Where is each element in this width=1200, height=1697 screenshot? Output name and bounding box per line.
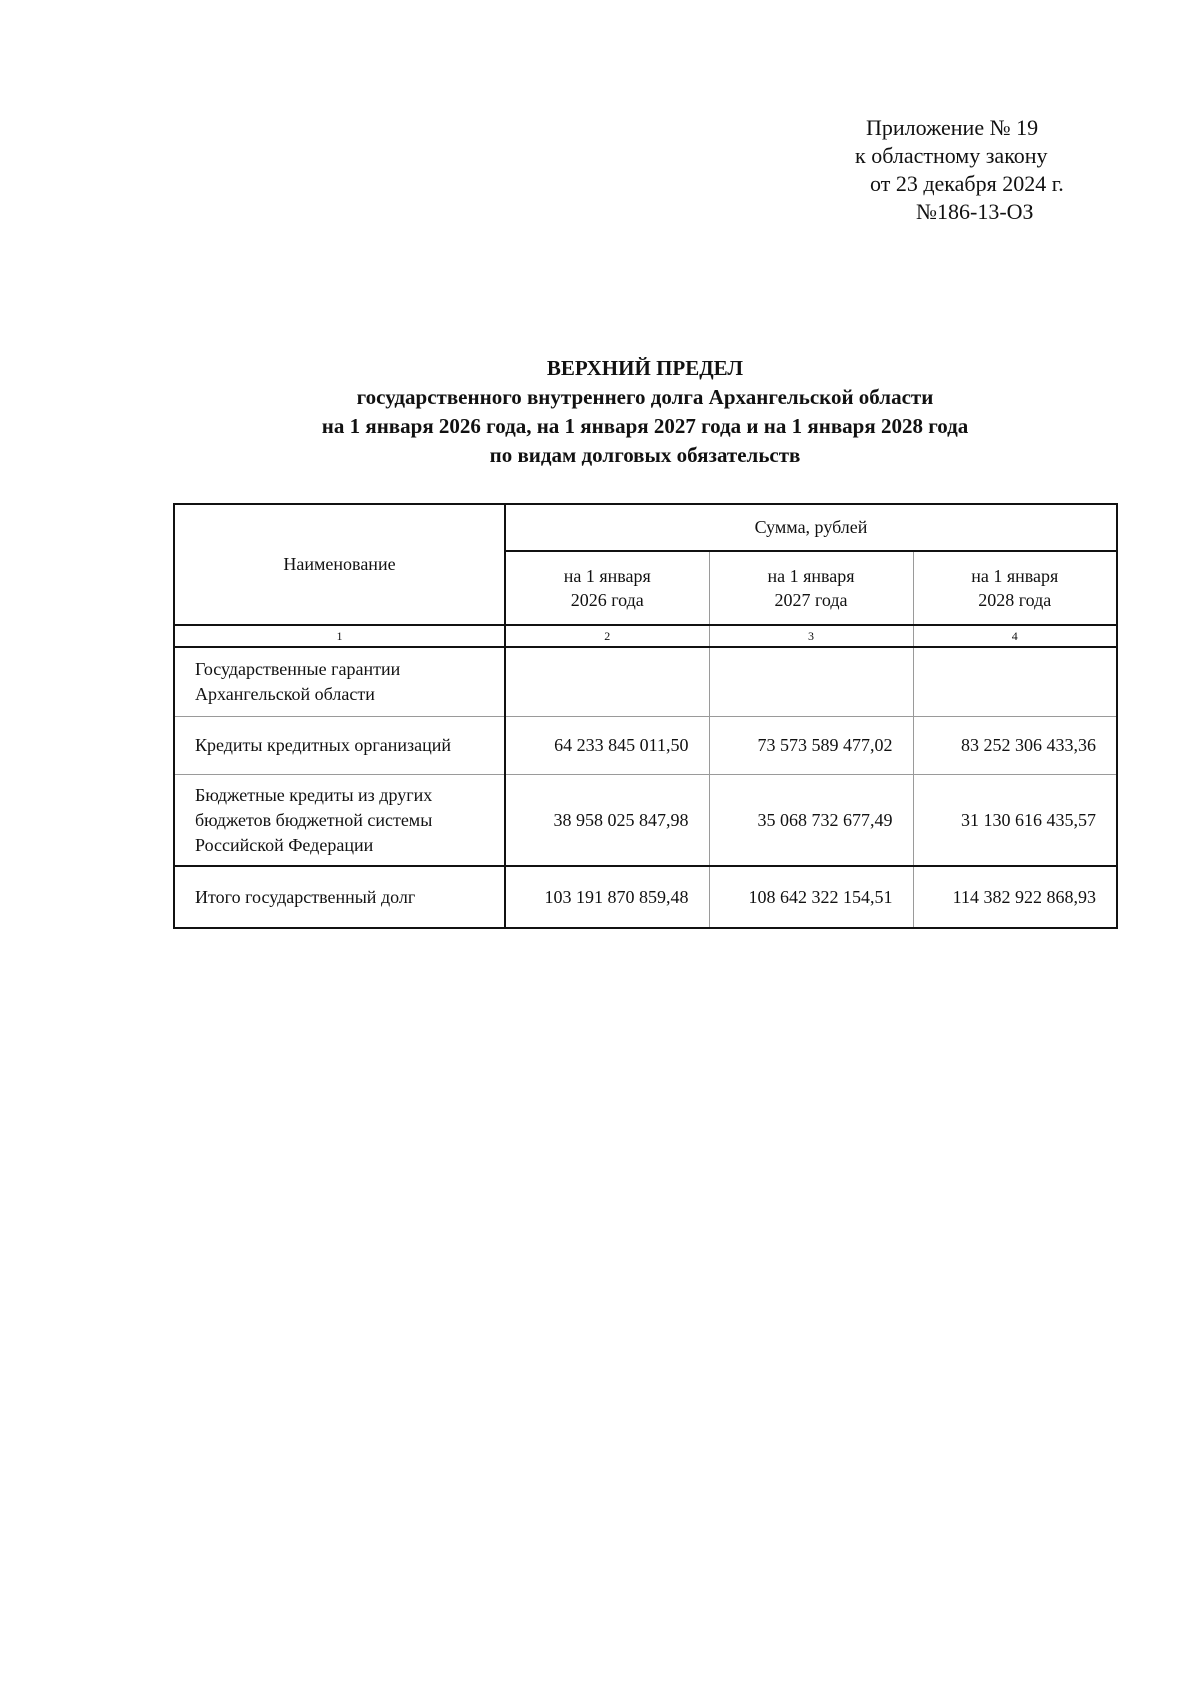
title-line-2: государственного внутреннего долга Архангельской области	[356, 385, 934, 409]
header-year-2027-line1: на 1 января	[767, 566, 855, 586]
table-header-row	[174, 504, 1117, 551]
header-year-2027	[709, 551, 913, 625]
appendix-reference	[830, 114, 1090, 226]
row-name	[174, 647, 505, 717]
header-sum: Сумма, рублей	[505, 504, 1117, 551]
debt-limit-table	[173, 503, 1118, 929]
row-value-2028: 83 252 306 433,36	[913, 717, 1117, 775]
row-name-line: Архангельской области	[195, 684, 375, 704]
row-value-2028: 31 130 616 435,57	[913, 775, 1117, 867]
row-name-line: бюджетов бюджетной системы	[195, 809, 433, 830]
document-title	[130, 354, 1160, 470]
column-number: 2	[505, 625, 709, 647]
appendix-date: от 23 декабря 2024 г.	[870, 171, 1064, 196]
column-number: 3	[709, 625, 913, 647]
row-name-line: Кредиты кредитных организаций	[195, 735, 452, 755]
header-year-2026	[505, 551, 709, 625]
appendix-number: Приложение № 19	[866, 115, 1039, 140]
header-year-2026-line1: на 1 января	[563, 566, 651, 586]
row-value-2027: 73 573 589 477,02	[709, 717, 913, 775]
table-row-bank-credits	[174, 717, 1117, 775]
row-name	[174, 717, 505, 775]
title-line-3: на 1 января 2026 года, на 1 января 2027 года и на 1 января 2028 года	[321, 414, 969, 438]
column-number: 1	[174, 625, 505, 647]
title-line-1: ВЕРХНИЙ ПРЕДЕЛ	[546, 356, 744, 380]
row-value-2027: 35 068 732 677,49	[709, 775, 913, 867]
title-line-4: по видам долговых обязательств	[489, 443, 801, 467]
row-value-2026	[505, 647, 709, 717]
row-name-line: Государственные гарантии	[195, 659, 401, 679]
column-number: 4	[913, 625, 1117, 647]
row-value-2026: 38 958 025 847,98	[505, 775, 709, 867]
row-name-line: Российской Федерации	[195, 834, 374, 855]
row-name-line: Бюджетные кредиты из других	[195, 784, 433, 805]
row-value-2027	[709, 647, 913, 717]
header-year-2028-line2: 2028 года	[978, 590, 1052, 610]
total-name: Итого государственный долг	[174, 866, 505, 928]
header-year-2028	[913, 551, 1117, 625]
table-row-total	[174, 866, 1117, 928]
total-value-2027: 108 642 322 154,51	[709, 866, 913, 928]
appendix-law-reference: к областному закону	[855, 143, 1048, 168]
table-row-budget-credits	[174, 775, 1117, 867]
column-number-row	[174, 625, 1117, 647]
table-row-guarantees	[174, 647, 1117, 717]
header-year-2026-line2: 2026 года	[570, 590, 644, 610]
total-value-2028: 114 382 922 868,93	[913, 866, 1117, 928]
appendix-law-number: №186-13-ОЗ	[916, 199, 1034, 224]
header-year-2028-line1: на 1 января	[971, 566, 1059, 586]
header-name: Наименование	[174, 504, 505, 625]
total-value-2026: 103 191 870 859,48	[505, 866, 709, 928]
header-year-2027-line2: 2027 года	[774, 590, 848, 610]
row-value-2026: 64 233 845 011,50	[505, 717, 709, 775]
row-name	[174, 775, 505, 867]
row-value-2028	[913, 647, 1117, 717]
